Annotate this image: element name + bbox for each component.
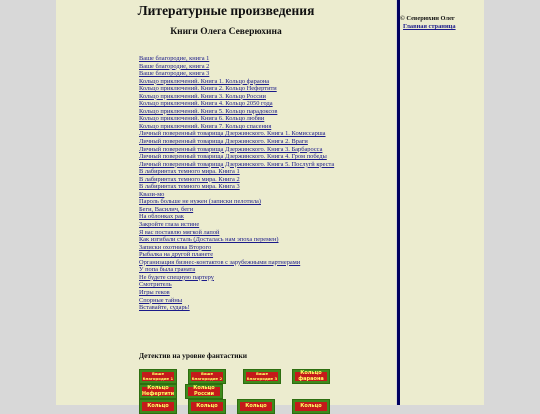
- book-link[interactable]: Беги, Василич, беги: [139, 205, 194, 213]
- book-link[interactable]: Пароль больше не нужен (записки пелотила): [139, 198, 261, 206]
- book-link[interactable]: На облонках рак: [139, 213, 184, 221]
- book-link[interactable]: Ваше благородие, книга 3: [139, 70, 210, 78]
- book-cover-thumbnail[interactable]: Кольцо фараона: [292, 369, 330, 384]
- book-cover-thumbnail[interactable]: Кольцо: [188, 399, 226, 414]
- book-link[interactable]: Ваше благородие, книга 2: [139, 62, 210, 70]
- book-link[interactable]: В лабиринтах темного мира. Книга 2: [139, 175, 240, 183]
- book-list: [139, 55, 388, 312]
- book-cover-thumbnail[interactable]: Ваше благородие 3: [243, 369, 281, 384]
- detective-heading: Детектив на уровне фантастики: [139, 351, 248, 360]
- book-cover-thumbnail[interactable]: Ваше благородие 2: [188, 369, 226, 384]
- book-cover-thumbnail[interactable]: Ваше благородие 1: [139, 369, 177, 384]
- book-link[interactable]: Закройте глаза истине: [139, 221, 200, 229]
- book-link[interactable]: Записки охотника Второго: [139, 243, 212, 251]
- book-link[interactable]: В лабиринтах темного мира. Книга 1: [139, 168, 240, 176]
- book-link[interactable]: У попа была граната: [139, 266, 196, 274]
- book-link[interactable]: Личный поверенный товарища Дзержинского. Книга 1. Комиссарша: [139, 130, 326, 138]
- book-link[interactable]: Кольцо приключений. Книга 2. Кольцо Нефертити: [139, 85, 277, 93]
- book-link[interactable]: Личный поверенный товарища Дзержинского. Книга 2. Враги: [139, 138, 308, 146]
- book-link[interactable]: Кольцо приключений. Книга 3. Кольцо России: [139, 92, 266, 100]
- book-cover-thumbnail[interactable]: Кольцо России: [185, 384, 223, 399]
- home-page-link[interactable]: Главная страница: [403, 23, 456, 30]
- book-cover-thumbnail[interactable]: Кольцо: [292, 399, 330, 414]
- book-link[interactable]: В лабиринтах темного мира. Книга 3: [139, 183, 240, 191]
- book-cover-thumbnail[interactable]: Кольцо: [139, 399, 177, 414]
- book-link[interactable]: Как изгибали сталь (Досталась нам эпоха перемен): [139, 236, 279, 244]
- book-link[interactable]: Игры геков: [139, 288, 170, 296]
- book-link[interactable]: Я вас поставлю мягкой лапой: [139, 228, 220, 236]
- page-title: Литературные произведения: [137, 3, 315, 18]
- copyright-text: © Северюхин Олег: [400, 15, 455, 22]
- book-link[interactable]: Рыбалка на другой планете: [139, 251, 214, 259]
- books-heading: Книги Олега Северюхина: [170, 27, 282, 37]
- book-link[interactable]: Кольцо приключений. Книга 5. Кольцо парадоксов: [139, 107, 278, 115]
- book-link[interactable]: Личный поверенный товарища Дзержинского. Книга 4. Гром победы: [139, 153, 327, 161]
- book-link[interactable]: Вставайте, сударь!: [139, 304, 190, 312]
- book-link[interactable]: Кольцо приключений. Книга 7. Кольцо спасения: [139, 122, 272, 130]
- book-link[interactable]: Личный поверенный товарища Дзержинского. Книга 3. Барбаросса: [139, 145, 323, 153]
- book-link[interactable]: Квази-мо: [139, 190, 165, 198]
- book-cover-thumbnail[interactable]: Кольцо: [237, 399, 275, 414]
- book-link[interactable]: Организация бизнес-контактов с зарубежными партнерами: [139, 258, 301, 266]
- sidebar: [400, 0, 484, 405]
- book-link[interactable]: Не будете спецную партеру: [139, 273, 214, 281]
- book-link[interactable]: Кольцо приключений. Книга 1. Кольцо фараона: [139, 77, 270, 85]
- book-link[interactable]: Кольцо приключений. Книга 4. Кольцо 2050 года: [139, 100, 273, 108]
- main-content: [56, 0, 396, 409]
- book-link[interactable]: Кольцо приключений. Книга 6. Кольцо любви: [139, 115, 265, 123]
- book-link[interactable]: Личный поверенный товарища Дзержинского. Книга 5. Послугй креста: [139, 160, 335, 168]
- book-link[interactable]: Ваше благородие, книга 1: [139, 55, 210, 62]
- book-link[interactable]: Спорные тайны: [139, 296, 183, 304]
- book-cover-thumbnail[interactable]: Кольцо Нефертити: [139, 384, 177, 399]
- book-link[interactable]: Смотритель: [139, 281, 172, 289]
